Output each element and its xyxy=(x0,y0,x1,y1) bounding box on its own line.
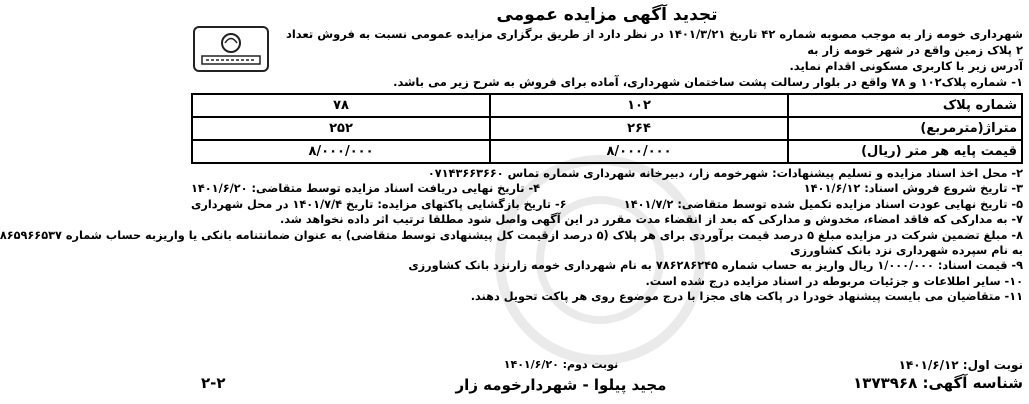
item-6: ۶- تاریخ بازگشایی پاکتهای مزایده: تاریخ ۱۴۰۱/۷/۴ در محل شهرداری xyxy=(191,197,567,211)
cell-area-2: ۲۵۲ xyxy=(192,117,490,140)
ad-number: شناسه آگهی: ۱۳۷۳۹۶۸ xyxy=(853,374,1023,392)
footer-right xyxy=(853,356,1023,392)
table-row xyxy=(192,117,1022,140)
cell-plot-1: ۱۰۲ xyxy=(490,94,788,117)
mayor-signature: مجید پیلوا - شهردارخومه زار xyxy=(455,376,667,394)
intro-text xyxy=(283,26,1023,90)
item-4: ۴- تاریخ نهایی دریافت اسناد مزایده توسط متقاضی: ۱۴۰۱/۶/۲۰ xyxy=(191,182,541,196)
item-3: ۳- تاریخ شروع فروش اسناد: ۱۴۰۱/۶/۱۲ xyxy=(803,182,1023,196)
row-label: متراژ(مترمربع) xyxy=(788,117,1022,140)
seal-emblem-icon xyxy=(196,29,266,69)
item-5: ۵- تاریخ نهایی عودت اسناد مزایده تکمیل شده توسط متقاضی: ۱۴۰۱/۷/۲ xyxy=(623,197,1023,211)
cell-price-1: ۸/۰۰۰/۰۰۰ xyxy=(490,140,788,163)
item-10: ۱۰- سایر اطلاعات و جزئیات مربوطه در اسناد مزایده درج شده است. xyxy=(645,274,1023,288)
item-11: ۱۱- متقاضیان می بایست پیشنهاد خودرا در پاکت های مجزا با درج موضوع روی هر پاکت تحویل دهند. xyxy=(470,290,1023,304)
notice-footer xyxy=(191,356,1023,398)
cell-area-1: ۲۶۴ xyxy=(490,117,788,140)
page-code: ۲-۲ xyxy=(201,374,226,392)
item-7: ۷- به مدارکی که فاقد امضاء، مخدوش و مدارکی که بعد از انقضاء مدت مقرر در این آگهی واصل شود مطلقا ترتیب اثر داده نخواهد شد. xyxy=(279,213,1023,227)
municipality-seal xyxy=(193,26,269,72)
first-turn-date: نوبت اول: ۱۴۰۱/۶/۱۲ xyxy=(898,358,1023,372)
second-turn-date: نوبت دوم: ۱۴۰۱/۶/۲۰ xyxy=(503,358,619,371)
table-row xyxy=(192,140,1022,163)
notice-title: تجدید آگهی مزایده عمومی xyxy=(496,5,718,25)
table-row xyxy=(192,94,1022,117)
cell-price-2: ۸/۰۰۰/۰۰۰ xyxy=(192,140,490,163)
items-row-3-4 xyxy=(191,181,1023,196)
intro-line-3: ۱- شماره پلاک۱۰۲ و ۷۸ واقع در بلوار رسالت پشت ساختمان شهرداری، آماده برای فروش به شرح زیر می باشد. xyxy=(393,75,1023,89)
cell-plot-2: ۷۸ xyxy=(192,94,490,117)
intro-line-2: آدرس زیر با کاربری مسکونی اقدام نماید. xyxy=(789,59,1023,73)
item-9: ۹- قیمت اسناد: ۱/۰۰۰/۰۰۰ ریال واریز به حساب شماره ۷۸۶۲۸۶۲۴۵ به نام شهرداری خومه زارنزد بانک کشاورزی xyxy=(408,259,1023,273)
item-2: ۲- محل اخذ اسناد مزایده و تسلیم پیشنهادات: شهرخومه زار، دبیرخانه شهرداری شماره تماس ۰۷۱۴۳۶۶۳۶۶۰ xyxy=(427,167,1023,180)
intro-line-1: شهرداری خومه زار به موجب مصوبه شماره ۴۲ تاریخ ۱۴۰۱/۳/۲۱ در نظر دارد از طریق برگزاری مزایده عمومی نسبت به فروش تعداد ۲ پلاک زمین واقع در شهر خومه زار به xyxy=(285,27,1023,57)
plots-table xyxy=(191,93,1023,164)
item-8: ۸- مبلغ تضمین شرکت در مزایده مبلغ ۵ درصد قیمت برآوردی برای هر پلاک (۵ درصد ازقیمت کل پیشنهادی توسط متقاضی) به عنوان ضمانتنامه بانکی یا واریزبه حساب شماره ۸۶۵۹۶۶۵۳۷ xyxy=(0,228,1023,242)
row-label: قیمت پایه هر متر (ریال) xyxy=(788,140,1022,163)
items-row-5-6 xyxy=(191,197,1023,212)
row-label: شماره پلاک xyxy=(788,94,1022,117)
item-8-cont: به نام سپرده شهرداری نزد بانک کشاورزی xyxy=(790,244,1023,258)
footer-center xyxy=(441,356,681,396)
conditions-list xyxy=(0,166,1023,305)
